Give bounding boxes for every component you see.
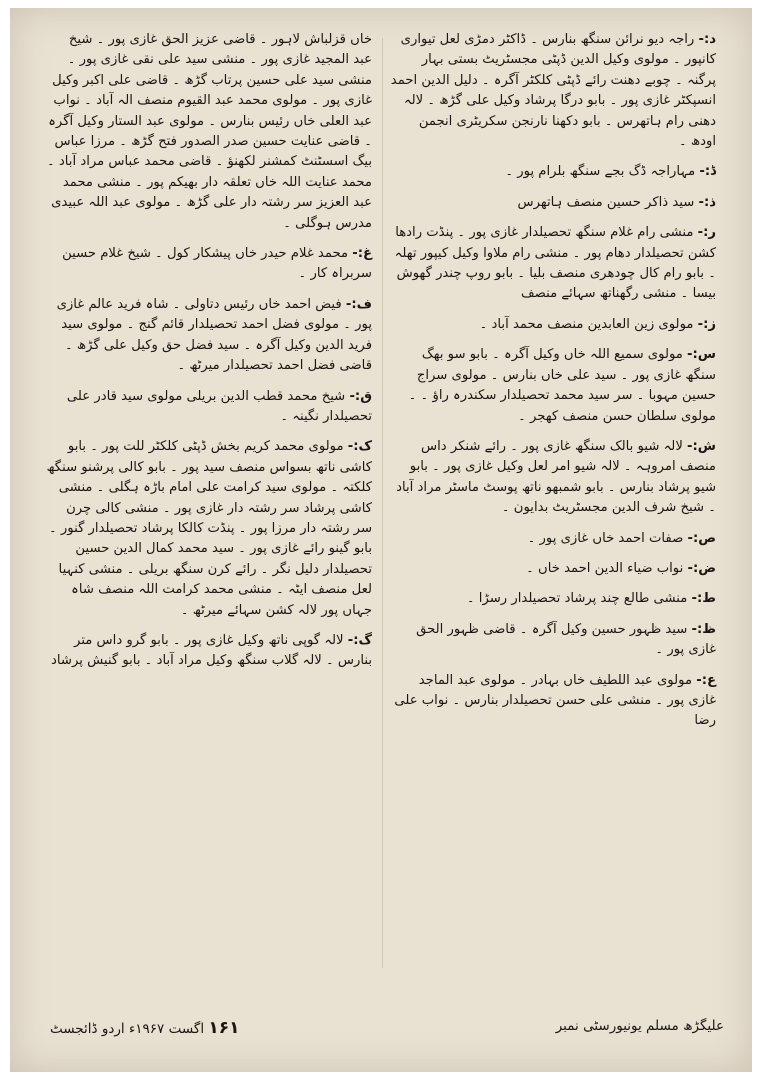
entry-letter-heading: ط:- [691, 591, 716, 607]
magazine-page [10, 8, 752, 1072]
entry-text: مولوی محمد کریم بخش ڈپٹی کلکٹر للت پور ۔ بابو کاشی ناتھ بسواس منصف سید پور ۔ بابو کالی پرشنو سنگھ کلکتہ ۔ مولوی سید کرامت علی امام باڑہ ہگلی ۔ منشی کاشی پرشاد سر رشتہ دار غازی پور ۔ منشی کالی چرن سر رشتہ دار مرزا پور ۔ پنڈت کالکا پرشاد تحصیلدار گنور ۔ بابو گینو رائے غازی پور ۔ سید محمد کمال الدین حسین تحصیلدار دلیل نگر ۔ رائے کرن سنگھ بریلی ۔ منشی کنہیا لعل منصف ایٹہ ۔ منشی محمد کرامت اللہ منصف شاہ جہاں پور لالہ کشن سہائے میرٹھ ۔ [46, 439, 372, 618]
entry-paragraph [390, 437, 722, 519]
page-number: ۱۶۱ [208, 1018, 240, 1038]
entry-paragraph [46, 437, 378, 621]
entry-letter-heading: غ:- [352, 246, 372, 262]
entry-letter-heading: ر:- [697, 225, 716, 241]
entry-text: لالہ گوپی ناتھ وکیل غازی پور ۔ بابو گرو داس متر بنارس ۔ لالہ گلاب سنگھ وکیل مراد آباد ۔ بابو گنیش پرشاد [51, 632, 372, 669]
entry-paragraph [390, 162, 722, 182]
left-text-column [46, 30, 378, 1015]
entry-paragraph [46, 244, 378, 285]
entry-paragraph [390, 345, 722, 427]
issue-date: اگست ۱۹۶۷ء [128, 1021, 205, 1037]
entry-paragraph [46, 30, 378, 234]
entry-letter-heading: د:- [698, 32, 716, 47]
entry-letter-heading: ض:- [687, 560, 716, 576]
entry-paragraph [46, 295, 378, 377]
entry-text: شیخ محمد قطب الدین بریلی مولوی سید قادر علی تحصیلدار نگینہ ۔ [66, 388, 372, 424]
entry-letter-heading: ف:- [345, 296, 372, 312]
entry-letter-heading: ع:- [696, 672, 716, 688]
right-text-column [390, 30, 722, 1015]
entry-letter-heading: ک:- [347, 439, 372, 455]
entry-paragraph [390, 559, 722, 579]
entry-text: منشی طالع چند پرشاد تحصیلدار رسڑا ۔ [466, 591, 688, 607]
entry-text: لالہ شیو بالک سنگھ غازی پور ۔ رائے شنکر داس منصف امروہہ ۔ لالہ شیو امر لعل وکیل غازی پور ۔ بابو شیو پرشاد بنارس ۔ بابو شمبھو ناتھ پوسٹ ماسٹر مراد آباد ۔ شیخ شرف الدین مجسٹریٹ بدایون ۔ [396, 438, 716, 516]
entry-paragraph [46, 631, 378, 672]
entry-text: نواب ضیاء الدین احمد خاں ۔ [526, 560, 684, 576]
column-gutter [382, 38, 383, 968]
entry-paragraph [46, 387, 378, 428]
entry-text: فیض احمد خاں رئیس دتاولی ۔ شاہ فرید عالم غازی پور ۔ مولوی فضل احمد تحصیلدار قائم گنج ۔ مولوی سید فرید الدین وکیل آگرہ ۔ سید فضل حق وکیل علی گڑھ ۔ قاضی فضل احمد تحصیلدار میرٹھ ۔ [56, 296, 372, 374]
running-footer-left [50, 1018, 380, 1058]
entry-letter-heading: ز:- [697, 316, 716, 332]
entry-text: راجہ دیو نرائن سنگھ بنارس ۔ ڈاکٹر دمڑی لعل تیواری کانپور ۔ مولوی وکیل الدین ڈپٹی مجسٹریٹ بستی بہار پرگنہ ۔ چوبے دھنت رائے ڈپٹی کلکٹر آگرہ ۔ دلیل الدین احمد انسپکٹر غازی پور ۔ بابو درگا پرشاد وکیل علی گڑھ ۔ لالہ دھنی رام ہاتھرس ۔ بابو دکھنا نارنجن سکریٹری انجمن اودھ ۔ [390, 32, 716, 150]
entry-paragraph [390, 223, 722, 305]
entry-text: محمد غلام حیدر خاں پیشکار کول ۔ شیخ غلام حسین سربراہ کار ۔ [62, 246, 372, 282]
running-footer-right [394, 1018, 724, 1058]
entry-text: مہاراجہ ڈگ بجے سنگھ بلرام پور ۔ [505, 164, 696, 180]
entry-letter-heading: ش:- [687, 438, 716, 454]
entry-text: مولوی عبد اللطیف خاں بہادر ۔ مولوی عبد الماجد غازی پور ۔ منشی علی حسن تحصیلدار بنارس ۔ نواب علی رضا [394, 672, 716, 729]
magazine-name: اردو ڈائجسٹ [50, 1021, 125, 1037]
entry-text: سید ذاکر حسین منصف ہاتھرس [517, 194, 695, 210]
entry-text: مولوی زین العابدین منصف محمد آباد ۔ [479, 316, 694, 332]
entry-text: مولوی سمیع اللہ خاں وکیل آگرہ ۔ بابو سو بھگ سنگھ غازی پور ۔ سید علی خاں بنارس ۔ مولوی سراج حسین مہوبا ۔ سر سید محمد تحصیلدار سکندرہ راؤ ۔ ۔ مولوی سلطان حسن منصف کھجر ۔ [408, 347, 716, 424]
entry-paragraph [390, 315, 722, 335]
entry-paragraph [390, 30, 722, 152]
entry-letter-heading: ذ:- [698, 194, 716, 210]
entry-text: صفات احمد خاں غازی پور ۔ [527, 530, 684, 546]
entry-letter-heading: س:- [687, 347, 716, 363]
entry-paragraph [390, 589, 722, 609]
entry-letter-heading: ڈ:- [699, 164, 716, 180]
entry-letter-heading: گ:- [347, 632, 372, 648]
entry-letter-heading: ق:- [349, 388, 372, 404]
entry-paragraph [390, 620, 722, 661]
entry-letter-heading: ص:- [687, 530, 716, 546]
entry-letter-heading: ظ:- [691, 621, 716, 637]
entry-text: منشی رام غلام سنگھ تحصیلدار غازی پور ۔ پنڈت رادھا کشن تحصیلدار دھام پور ۔ منشی رام ملاوا وکیل کیپور تھلہ ۔ بابو رام کال چودھری منصف بلیا ۔ بابو روپ چندر گھوش بیسا ۔ منشی رگھناتھ سہائے منصف [394, 225, 716, 302]
entry-text: خاں قزلباش لاہور ۔ قاضی عزیز الحق غازی پور ۔ شیخ عبد المجید غازی پور ۔ منشی سید علی نقی غازی پور ۔ منشی سید علی حسین پرتاب گڑھ ۔ قاضی علی اکبر وکیل غازی پور ۔ مولوی محمد عبد القیوم منصف الہ آباد ۔ نواب عبد العلی خاں رئیس بنارس ۔ مولوی عبد الستار وکیل آگرہ ۔ قاضی عنایت حسین صدر الصدور فتح گڑھ ۔ مرزا عباس بیگ اسسٹنٹ کمشنر لکھنؤ ۔ قاضی محمد عباس مراد آباد ۔ محمد عنایت اللہ خاں تعلقہ دار بھیکم پور ۔ منشی محمد عبد العزیز سر رشتہ دار علی گڑھ ۔ مولوی عبد اللہ عبیدی مدرس ہوگلی ۔ [46, 32, 372, 231]
entry-text: سید ظہور حسین وکیل آگرہ ۔ قاضی ظہور الحق غازی پور ۔ [416, 621, 716, 658]
entry-paragraph [390, 193, 722, 213]
entry-paragraph [390, 671, 722, 732]
entry-paragraph [390, 529, 722, 549]
issue-title: علیگڑھ مسلم یونیورسٹی نمبر [555, 1018, 724, 1034]
